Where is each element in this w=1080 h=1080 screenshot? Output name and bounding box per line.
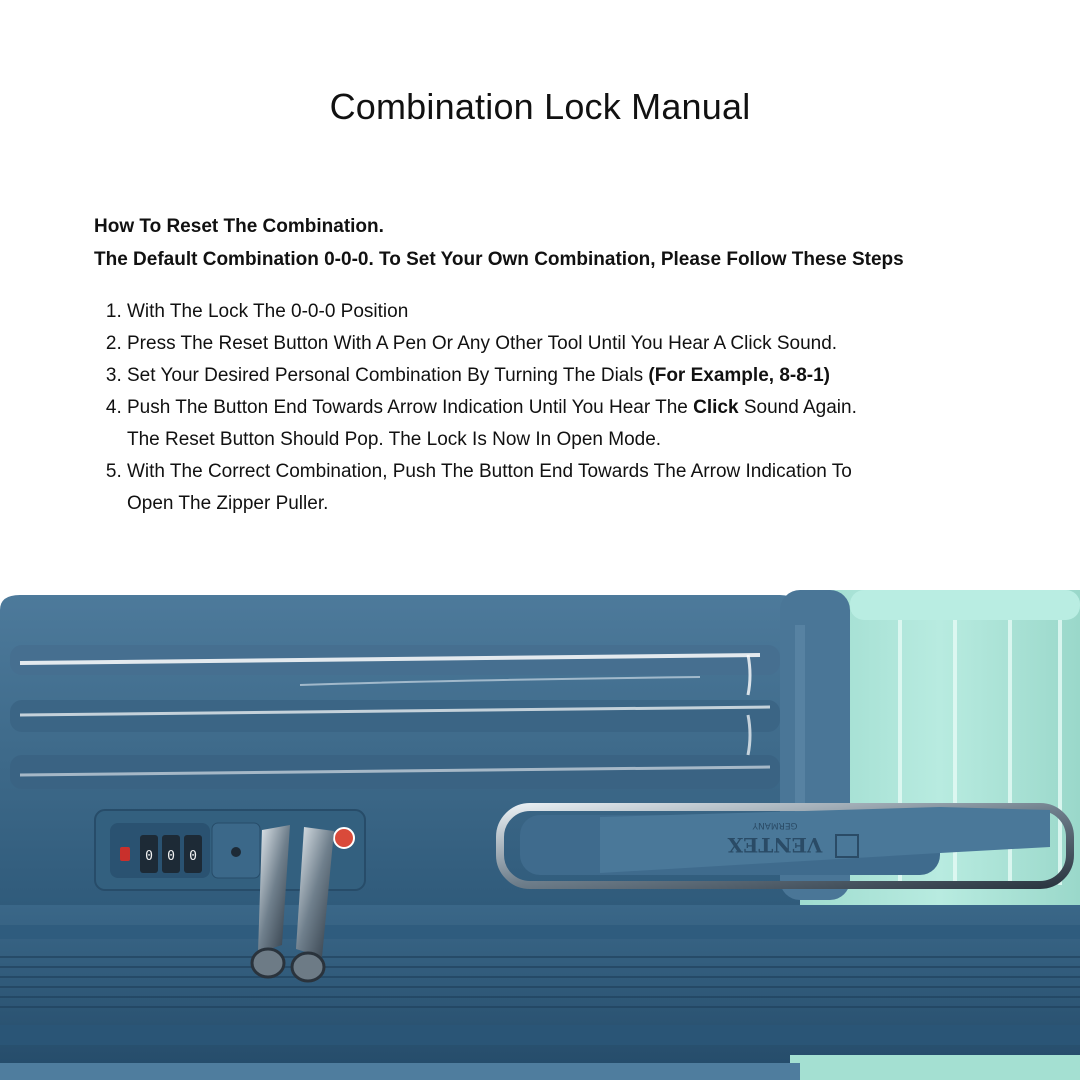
step-1: 1. With The Lock The 0-0-0 Position: [127, 296, 1027, 328]
steps-list: [96, 296, 1027, 520]
shell-ribs: [10, 645, 780, 789]
intro-default-combination: The Default Combination 0-0-0. To Set Your Own Combination, Please Follow These Steps: [94, 249, 904, 270]
mint-bottom: [790, 1055, 1080, 1080]
intro: [94, 210, 904, 276]
dial-2: 0: [167, 849, 175, 864]
step-5: 5. With The Correct Combination, Push The Button End Towards The Arrow Indication To Open The Zipper Puller.: [127, 456, 1027, 520]
lock-indicator: [120, 847, 130, 861]
intro-heading: How To Reset The Combination.: [94, 216, 384, 237]
dial-1: 0: [145, 849, 153, 864]
step-3: 3. Set Your Desired Personal Combination By Turning The Dials (For Example, 8-8-1): [127, 360, 1027, 392]
step-2: 2. Press The Reset Button With A Pen Or Any Other Tool Until You Hear A Click Sound.: [127, 328, 1027, 360]
luggage-photo: [0, 585, 1080, 1080]
dial-3: 0: [189, 849, 197, 864]
page-title: Combination Lock Manual: [329, 86, 751, 127]
dial-wheels: [140, 835, 202, 873]
step-4: 4. Push The Button End Towards Arrow Indication Until You Hear The Click Sound Again. The Reset Button Should Pop. The Lock Is Now In Open Mode.: [127, 392, 1027, 456]
brand-sub: GERMANY: [752, 820, 798, 830]
brand-logo: VENTEX: [727, 833, 823, 857]
tsa-badge: [334, 828, 354, 848]
